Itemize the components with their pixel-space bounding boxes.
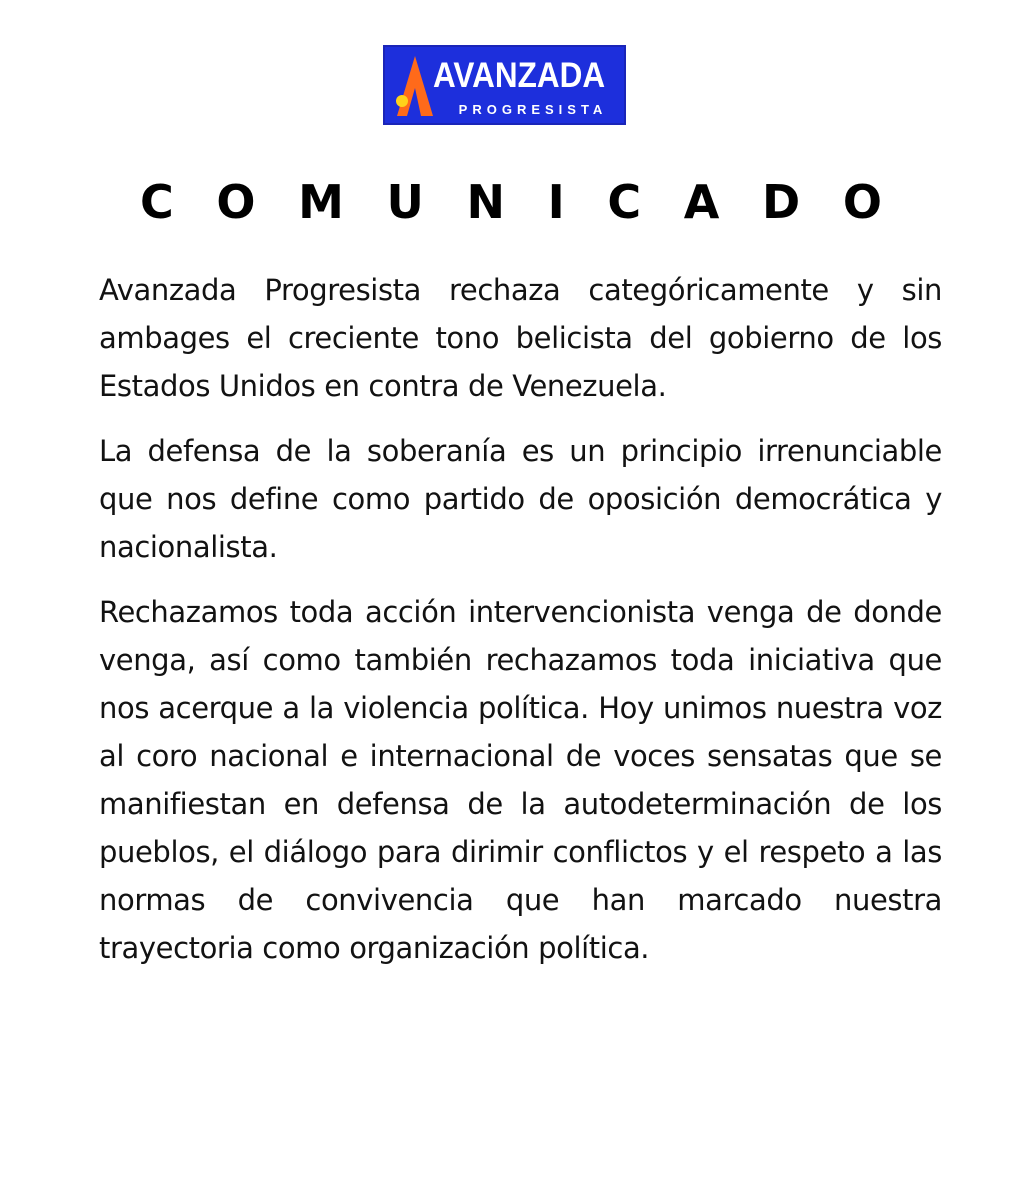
title-letter: O xyxy=(216,175,256,229)
party-logo xyxy=(383,45,626,125)
title-letter: D xyxy=(762,175,801,229)
paragraph-sovereignty: La defensa de la soberanía es un principio irrenunciable que nos define como partido de oposición democrática y nacionalista. xyxy=(99,434,942,564)
title-letter: C xyxy=(607,175,642,229)
title-letter: M xyxy=(298,175,344,229)
logo-subtitle: PROGRESISTA xyxy=(458,102,608,117)
statement-body xyxy=(99,266,942,989)
title-letter: A xyxy=(683,175,720,229)
logo-wordmark: AVANZADA xyxy=(433,56,606,95)
page-title xyxy=(140,172,882,232)
paragraph-rejection: Avanzada Progresista rechaza categóricamente y sin ambages el creciente tono belicista del gobierno de los Estados Unidos en contra de Venezuela. xyxy=(99,273,942,403)
paragraph-intervention: Rechazamos toda acción intervencionista venga de donde venga, así como también rechazamos toda iniciativa que nos acerque a la violencia política. Hoy unimos nuestra voz al coro nacional e internacional de voces sensatas que se manifiestan en defensa de la autodeterminación de los pueblos, el diálogo para dirimir conflictos y el respeto a las normas de convivencia que han marcado nuestra trayectoria como organización política. xyxy=(99,595,942,965)
title-letter: N xyxy=(466,175,506,229)
logo-triangle-icon xyxy=(393,54,437,118)
title-letter: C xyxy=(140,175,174,229)
title-letter: O xyxy=(842,175,882,229)
title-letter: U xyxy=(386,175,424,229)
title-letter: I xyxy=(547,175,565,229)
